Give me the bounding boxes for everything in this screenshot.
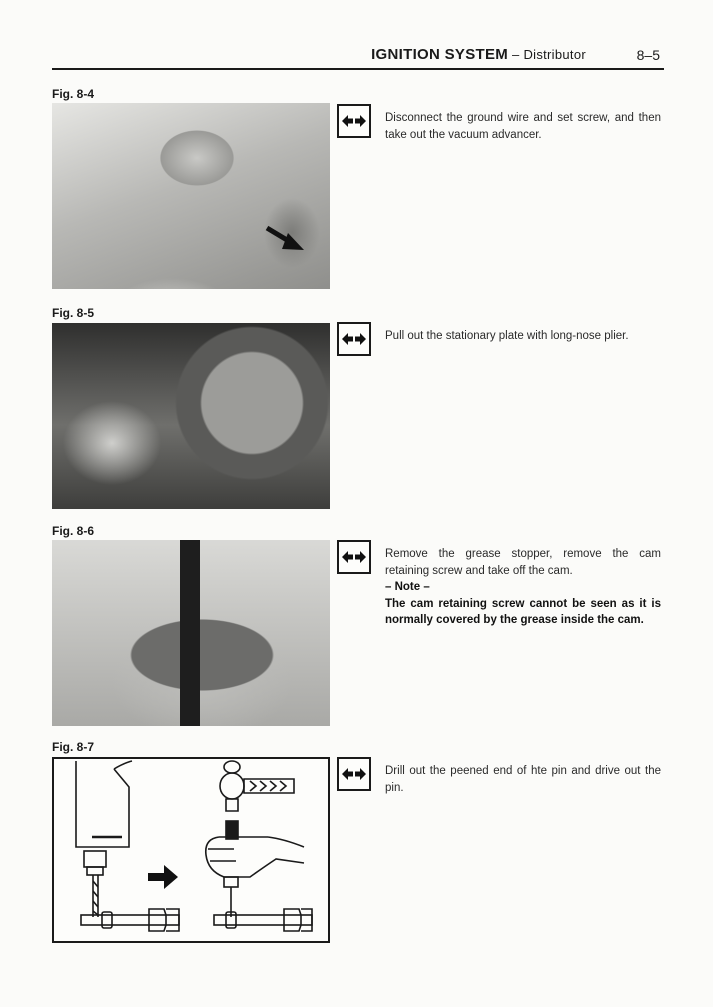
page-header: [52, 44, 664, 68]
step-instruction: Remove the grease stopper, remove the cam retaining screw and take off the cam.: [385, 548, 661, 577]
page-number: 8–5: [636, 47, 660, 63]
step-instruction: Drill out the peened end of hte pin and drive out the pin.: [385, 765, 661, 794]
note-text: The cam retaining screw cannot be seen as it is normally covered by the grease inside the cam.: [385, 597, 661, 626]
step-text: [385, 763, 661, 796]
step-text: [385, 110, 661, 143]
figure-photo-8-4: [52, 103, 330, 289]
note-heading: – Note –: [385, 581, 430, 593]
step-text: [385, 328, 661, 345]
section-title: [371, 46, 586, 63]
drill-and-punch-illustration: [54, 759, 328, 941]
figure-label-8-5: Fig. 8-5: [52, 306, 95, 320]
disassembly-arrows-icon: [337, 322, 371, 356]
figure-label-8-4: Fig. 8-4: [52, 87, 95, 101]
removal-arrow-icon: [52, 103, 330, 289]
header-rule: [52, 68, 664, 70]
title-separator: –: [508, 47, 524, 62]
section-title-text: IGNITION SYSTEM: [371, 46, 509, 63]
figure-photo-8-5: [52, 323, 330, 509]
drill-body: [76, 761, 129, 847]
figure-label-8-7: Fig. 8-7: [52, 740, 95, 754]
figure-photo-8-6: [52, 540, 330, 726]
subsection-title: Distributor: [523, 47, 586, 62]
disassembly-arrows-icon: [337, 757, 371, 791]
disassembly-arrows-icon: [337, 540, 371, 574]
figure-label-8-6: Fig. 8-6: [52, 524, 95, 538]
step-instruction: Pull out the stationary plate with long-nose plier.: [385, 330, 629, 342]
sequence-arrow-icon: [148, 865, 178, 889]
step-instruction: Disconnect the ground wire and set screw, and then take out the vacuum advancer.: [385, 112, 661, 141]
disassembly-arrows-icon: [337, 104, 371, 138]
figure-drawing-8-7: [52, 757, 330, 943]
step-text: [385, 546, 661, 629]
